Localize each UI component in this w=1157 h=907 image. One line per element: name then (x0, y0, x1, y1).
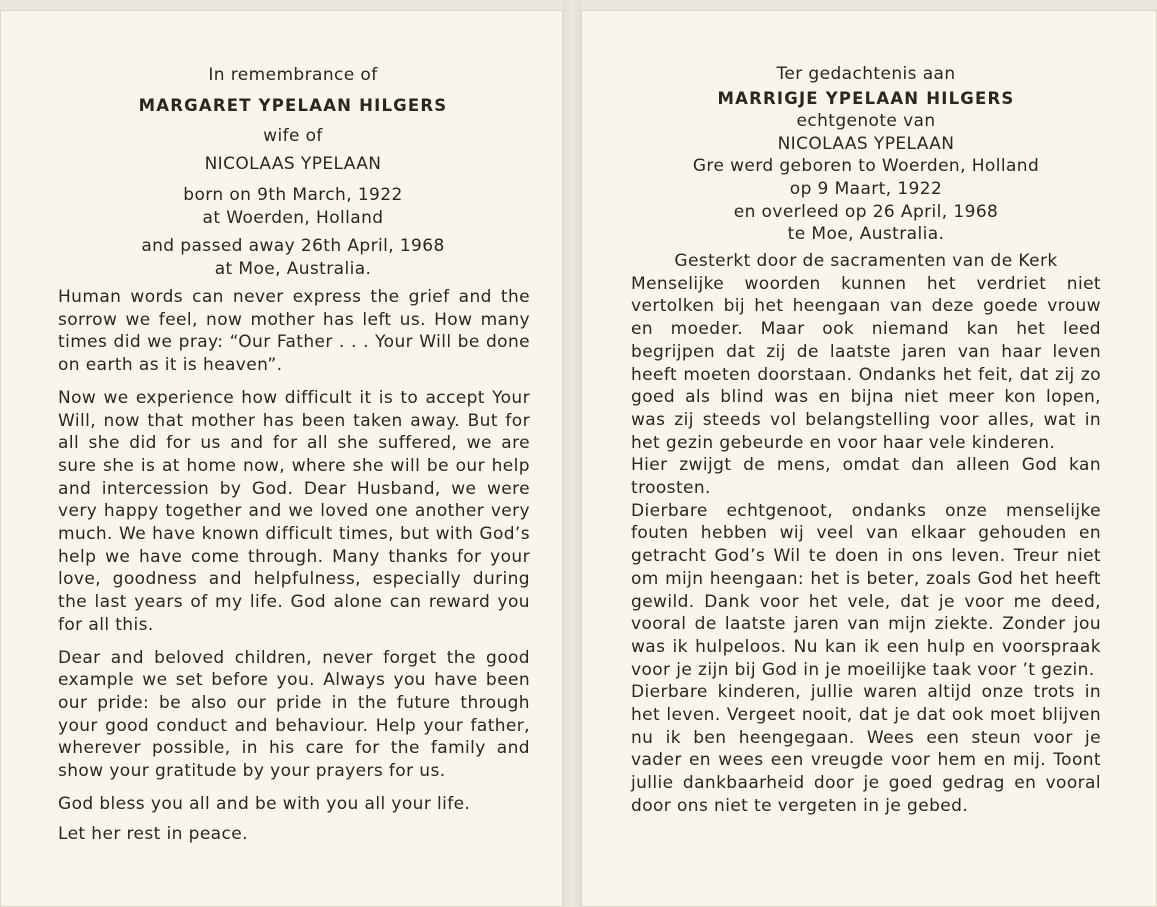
birth-date-line: op 9 Maart, 1922 (789, 178, 943, 199)
paragraph: Now we experience how difficult it is to accept Your Will, now that mother has been taken away. But for all she did for us and for all she suffered, we are sure she is at home now, where she will be our help and intercession by God. Dear Husband, we were very happy together and we loved one another very much. We have known difficult times, but with God’s help we have come through. Many thanks for your love, goodness and helpfulness, especially during the last years of my life. God alone can reward you for all this. (58, 387, 530, 635)
english-heading (58, 64, 528, 281)
paragraph: Dear and beloved children, never forget the good example we set before you. Always you have been our pride: be also our pride in the future through your good conduct and behaviour. Help your father, wherever possible, in his care for the family and show your gratitude by your prayers for us. (58, 647, 530, 782)
death-place-line: at Moe, Australia. (214, 258, 372, 279)
paragraph: God bless you all and be with you all your life. (58, 793, 471, 814)
sacraments-line: Gesterkt door de sacramenten van de Kerk (674, 251, 1058, 271)
death-date-line: en overleed op 26 April, 1968 (733, 201, 999, 222)
relation-line: echtgenote van (796, 111, 936, 132)
intro-line: Ter gedachtenis aan (776, 64, 956, 84)
dutch-heading (631, 63, 1101, 246)
paragraph: Dierbare echtgenoot, ondanks onze menselijke fouten hebben wij veel van elkaar gehouden en getracht God’s Wil te doen in ons leven. Treur niet om mijn heengaan: het is beter, zoals God het heeft gewild. Dank voor het vele, dat je voor me deed, vooral de laatste jaren van mijn ziekte. Zonder jou was ik hulpeloos. Nu kan ik een hulp en voorspraak voor je zijn bij God in je moeilijke taak voor ’t gezin. (631, 500, 1101, 680)
birth-place-line: at Woerden, Holland (202, 207, 384, 228)
paragraph: Menselijke woorden kunnen het verdriet niet vertolken bij het heengaan van deze goede vrouw en moeder. Maar ook niemand kan het leed begrijpen dat zij de laatste jaren van haar leven heeft moeten doorstaan. Ondanks het feit, dat zij zo goed als blind was en bijna niet meer kon lopen, was zij steeds vol belangstelling voor alles, wat in het gezin gebeurde en voor haar vele kinderen. (631, 273, 1101, 453)
paragraph: Hier zwijgt de mens, omdat dan alleen God kan troosten. (631, 455, 1101, 499)
paragraph: Let her rest in peace. (58, 824, 248, 845)
card-fold-gap (563, 0, 581, 907)
deceased-name: MARGARET YPELAAN HILGERS (138, 95, 448, 115)
dutch-text (631, 250, 1101, 818)
death-date-line: and passed away 26th April, 1968 (141, 236, 445, 257)
spouse-name: NICOLAAS YPELAAN (777, 133, 955, 154)
intro-line: In remembrance of (208, 65, 378, 85)
english-text (58, 286, 530, 846)
birth-date-line: born on 9th March, 1922 (183, 184, 403, 205)
paragraph: Human words can never express the grief and the sorrow we feel, now mother has left us. How many times did we pray: “Our Father . . . Your Will be done on earth as it is heaven”. (58, 287, 530, 376)
birth-place-line: Gre werd geboren to Woerden, Holland (692, 156, 1040, 177)
spouse-name: NICOLAAS YPELAAN (204, 154, 382, 175)
paragraph: Dierbare kinderen, jullie waren altijd onze trots in het leven. Vergeet nooit, dat je dat ook moet blijven nu ik ben heengegaan. Wees een steun voor je vader en wees een vreugde voor hem en mij. Toont jullie dankbaarheid door je goed gedrag en vooral door ons niet te vergeten in je gebed. (631, 682, 1101, 816)
relation-line: wife of (263, 126, 323, 147)
deceased-name: MARRIGJE YPELAAN HILGERS (717, 88, 1015, 108)
death-place-line: te Moe, Australia. (787, 224, 945, 245)
